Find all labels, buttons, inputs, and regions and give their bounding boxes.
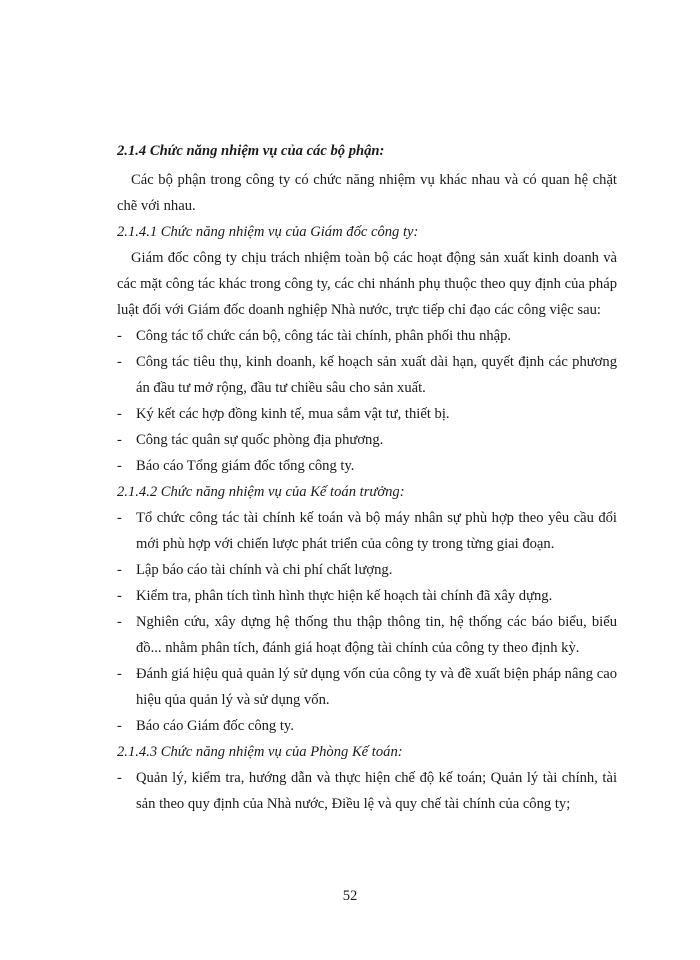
dash-bullet: - — [117, 406, 122, 422]
list-item — [117, 661, 617, 713]
list-item-text: Công tác tiêu thụ, kinh doanh, kế hoạch sản xuất dài hạn, quyết định các phương án đầu tư mở rộng, đầu tư chiều sâu cho sản xuất. — [136, 354, 617, 396]
list-item — [117, 427, 617, 453]
page-number: 52 — [342, 888, 358, 904]
dash-bullet: - — [117, 666, 122, 682]
list-item — [117, 401, 617, 427]
list-item-text: Ký kết các hợp đồng kinh tế, mua sắm vật tư, thiết bị. — [136, 406, 450, 422]
list-item — [117, 609, 617, 661]
intro-paragraph: Các bộ phận trong công ty có chức năng nhiệm vụ khác nhau và có quan hệ chặt chẽ với nhau. — [117, 172, 617, 214]
dash-bullet: - — [117, 510, 122, 526]
list-item — [117, 713, 617, 739]
subsection-title-director: 2.1.4.1 Chức năng nhiệm vụ của Giám đốc công ty: — [117, 224, 419, 240]
list-item-text: Nghiên cứu, xây dựng hệ thống thu thập thông tin, hệ thống các báo biểu, biểu đồ... nhằm phân tích, đánh giá hoạt động tài chính của công ty theo định kỳ. — [136, 614, 617, 656]
list-item — [117, 505, 617, 557]
section-heading: 2.1.4 Chức năng nhiệm vụ của các bộ phận: — [117, 143, 385, 159]
page-content — [117, 138, 617, 817]
accounting-dept-list — [117, 765, 617, 817]
list-item-text: Công tác quân sự quốc phòng địa phương. — [136, 432, 384, 448]
list-item — [117, 583, 617, 609]
list-item-text: Báo cáo Giám đốc công ty. — [136, 718, 294, 734]
list-item-text: Báo cáo Tổng giám đốc tổng công ty. — [136, 458, 355, 474]
dash-bullet: - — [117, 770, 122, 786]
list-item-text: Tổ chức công tác tài chính kế toán và bộ máy nhân sự phù hợp theo yêu cầu đổi mới phù hợp với chiến lược phát triển của công ty trong từng giai đoạn. — [136, 510, 617, 552]
director-paragraph: Giám đốc công ty chịu trách nhiệm toàn bộ các hoạt động sản xuất kinh doanh và các mặt công tác khác trong công ty, các chi nhánh phụ thuộc theo quy định của pháp luật đối với Giám đốc doanh nghiệp Nhà nước, trực tiếp chỉ đạo các công việc sau: — [117, 250, 617, 318]
dash-bullet: - — [117, 432, 122, 448]
director-list — [117, 323, 617, 479]
dash-bullet: - — [117, 562, 122, 578]
subsection-title-chief-accountant: 2.1.4.2 Chức năng nhiệm vụ của Kế toán trưởng: — [117, 484, 405, 500]
dash-bullet: - — [117, 718, 122, 734]
list-item — [117, 349, 617, 401]
list-item-text: Công tác tổ chức cán bộ, công tác tài chính, phân phối thu nhập. — [136, 328, 512, 344]
list-item — [117, 557, 617, 583]
dash-bullet: - — [117, 458, 122, 474]
list-item-text: Kiểm tra, phân tích tình hình thực hiện kế hoạch tài chính đã xây dựng. — [136, 588, 553, 604]
list-item-text: Quản lý, kiểm tra, hướng dẫn và thực hiện chế độ kế toán; Quản lý tài chính, tài sản theo quy định của Nhà nước, Điều lệ và quy chế tài chính của công ty; — [136, 770, 617, 812]
chief-accountant-list — [117, 505, 617, 739]
list-item — [117, 765, 617, 817]
list-item — [117, 453, 617, 479]
dash-bullet: - — [117, 354, 122, 370]
list-item — [117, 323, 617, 349]
list-item-text: Lập báo cáo tài chính và chi phí chất lượng. — [136, 562, 393, 578]
dash-bullet: - — [117, 588, 122, 604]
dash-bullet: - — [117, 328, 122, 344]
list-item-text: Đánh giá hiệu quả quản lý sử dụng vốn của công ty và đề xuất biện pháp nâng cao hiệu qủa quản lý và sử dụng vốn. — [136, 666, 617, 708]
dash-bullet: - — [117, 614, 122, 630]
subsection-title-accounting-dept: 2.1.4.3 Chức năng nhiệm vụ của Phòng Kế toán: — [117, 744, 403, 760]
